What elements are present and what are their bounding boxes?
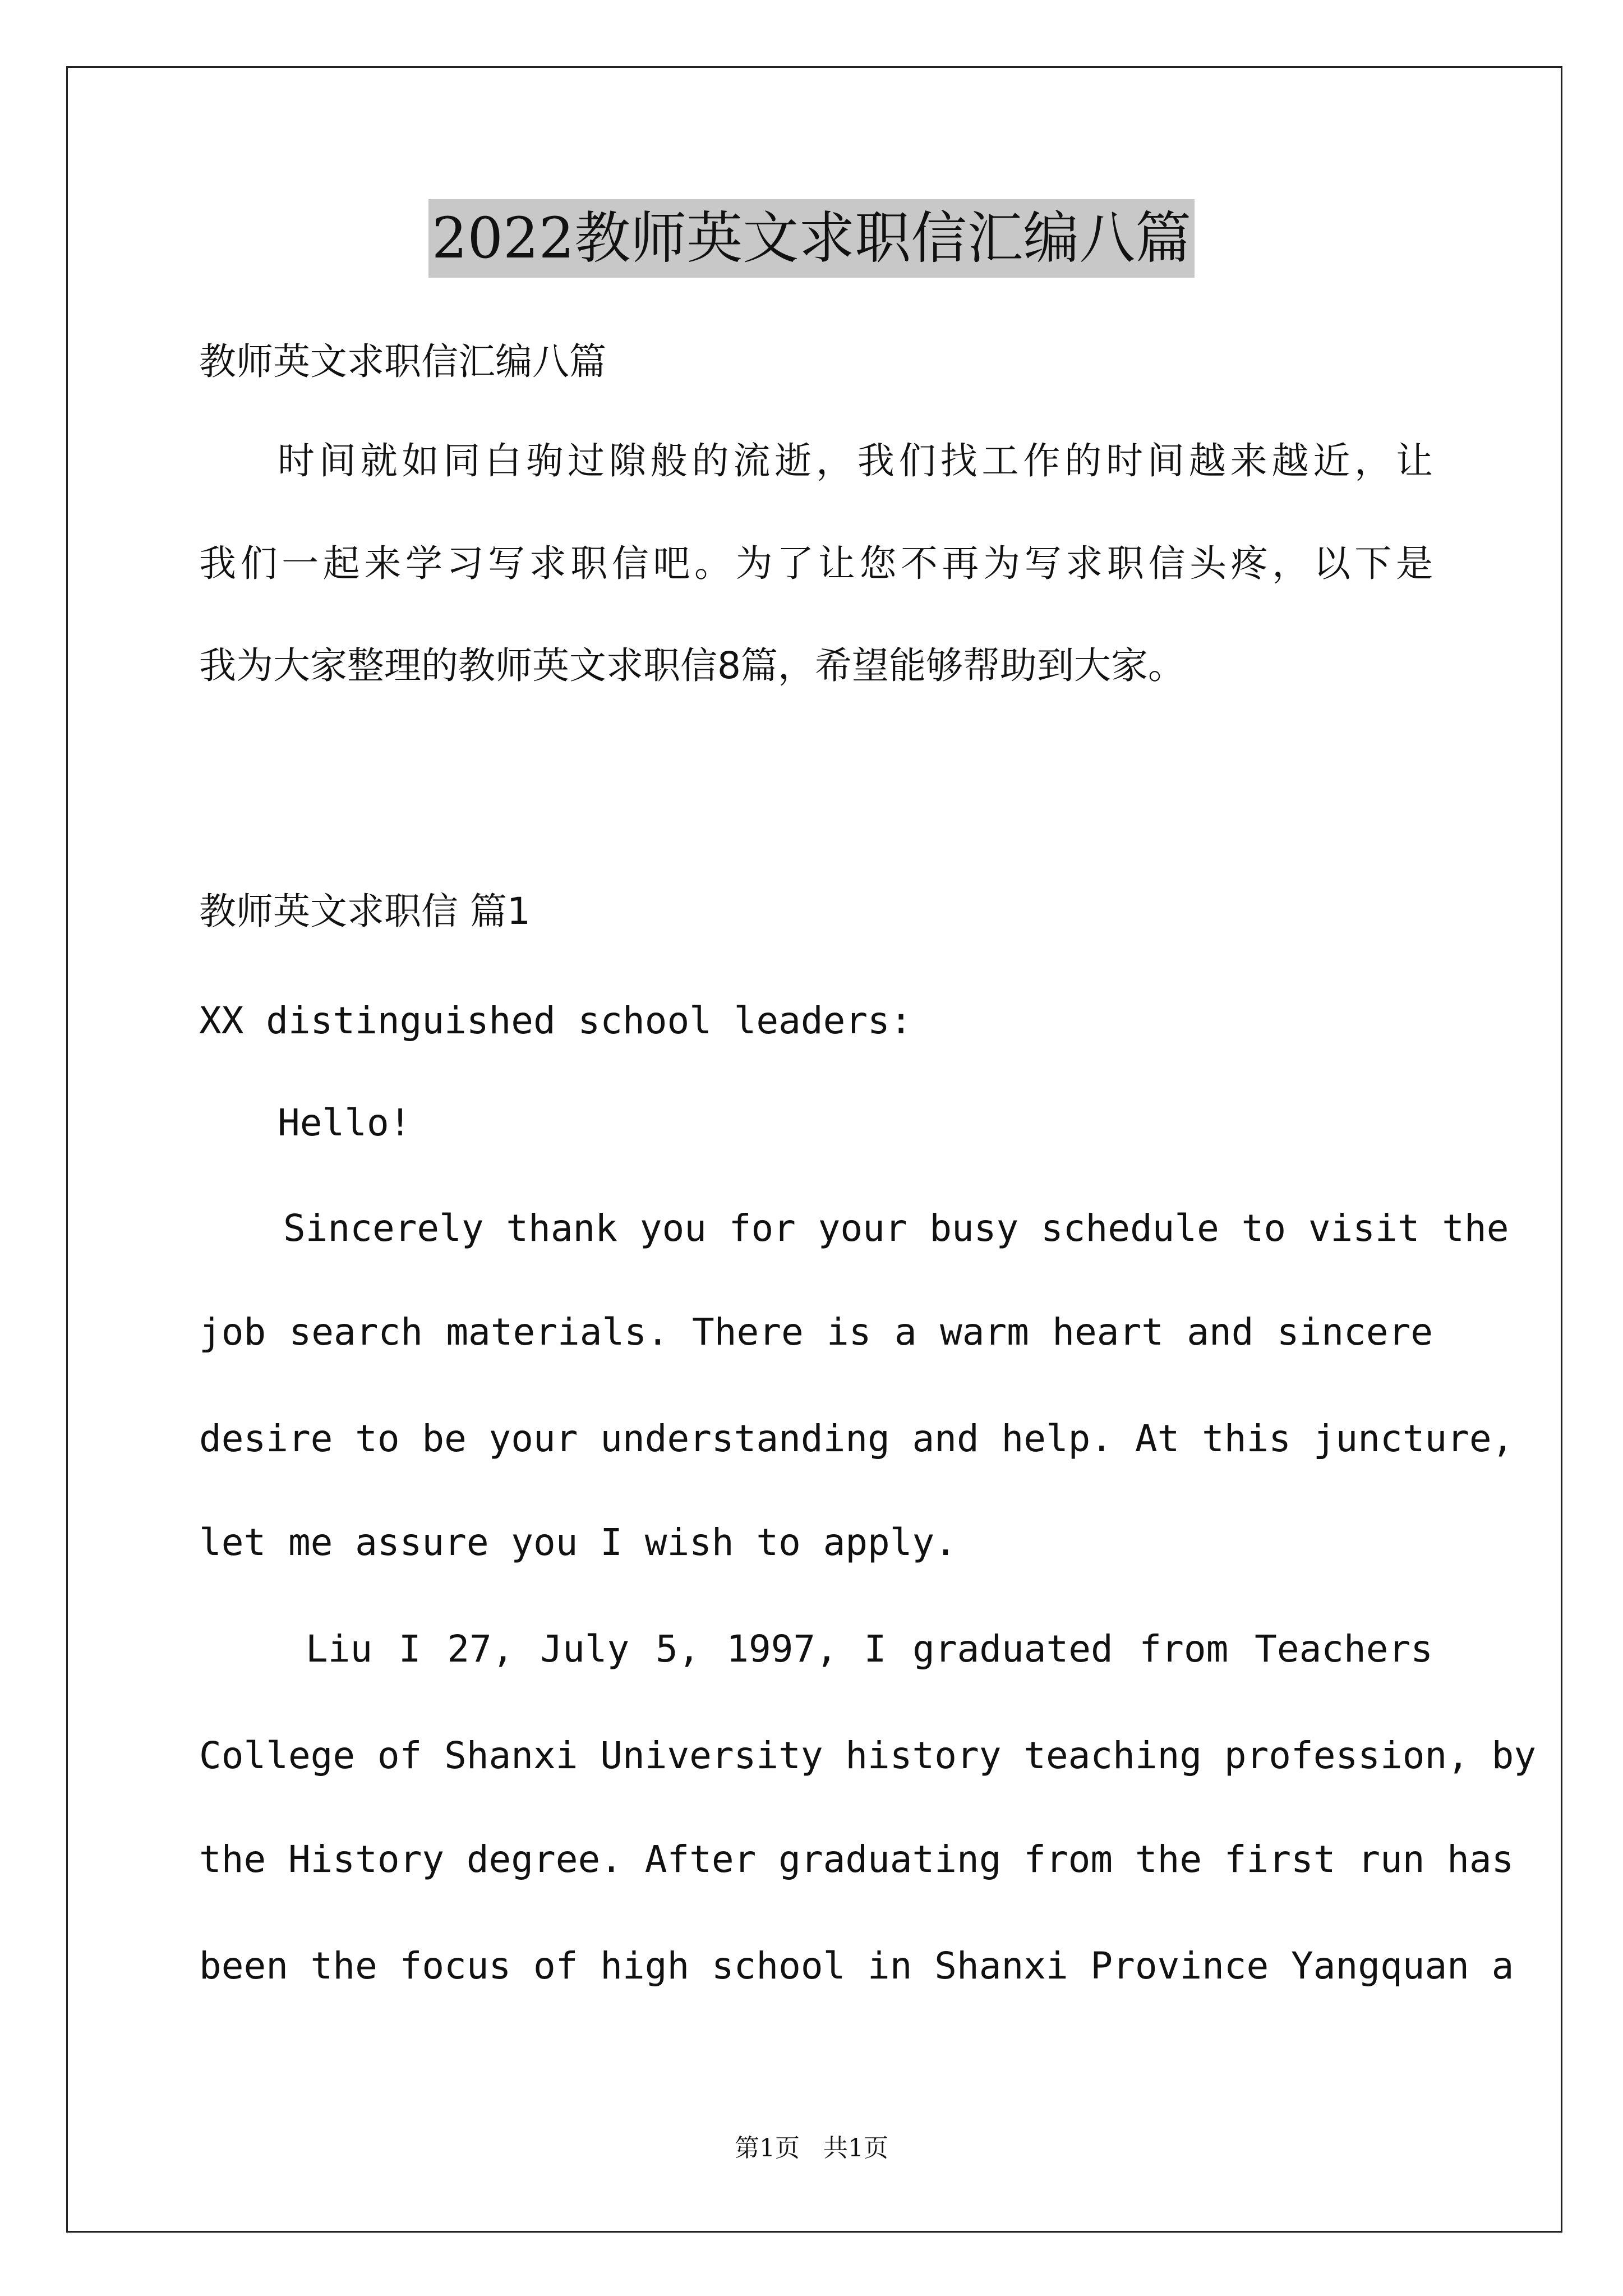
document-subtitle: 教师英文求职信汇编八篇 <box>199 340 606 383</box>
page-border <box>66 66 1562 2233</box>
salutation: XX distinguished school leaders: <box>199 999 912 1042</box>
paragraph1-line-3: desire to be your understanding and help. At this juncture, <box>199 1417 1514 1460</box>
section-heading: 教师英文求职信 篇1 <box>199 890 531 933</box>
intro-line-1: 时间就如同白驹过隙般的流逝，我们找工作的时间越来越近，让 <box>278 439 1433 482</box>
paragraph2-line-2: College of Shanxi University history teaching profession, by <box>199 1734 1537 1777</box>
paragraph2-line-1: Liu I 27, July 5, 1997, I graduated from Teachers <box>306 1627 1433 1671</box>
document-title: 2022教师英文求职信汇编八篇 <box>428 199 1195 278</box>
paragraph2-line-3: the History degree. After graduating from the first run has <box>199 1838 1514 1881</box>
page-number-footer: 第1页 共1页 <box>735 2134 888 2162</box>
intro-line-2: 我们一起来学习写求职信吧。为了让您不再为写求职信头疼，以下是 <box>199 542 1433 585</box>
paragraph1-line-4: let me assure you I wish to apply. <box>199 1521 957 1564</box>
paragraph1-line-1: Sincerely thank you for your busy schedule to visit the <box>283 1207 1509 1250</box>
greeting: Hello! <box>278 1101 412 1144</box>
paragraph2-line-4: been the focus of high school in Shanxi Province Yangquan a <box>199 1944 1514 1987</box>
title-container <box>0 199 1623 278</box>
intro-line-3: 我为大家整理的教师英文求职信8篇，希望能够帮助到大家。 <box>199 644 1185 687</box>
paragraph1-line-2: job search materials. There is a warm heart and sincere <box>199 1310 1433 1354</box>
